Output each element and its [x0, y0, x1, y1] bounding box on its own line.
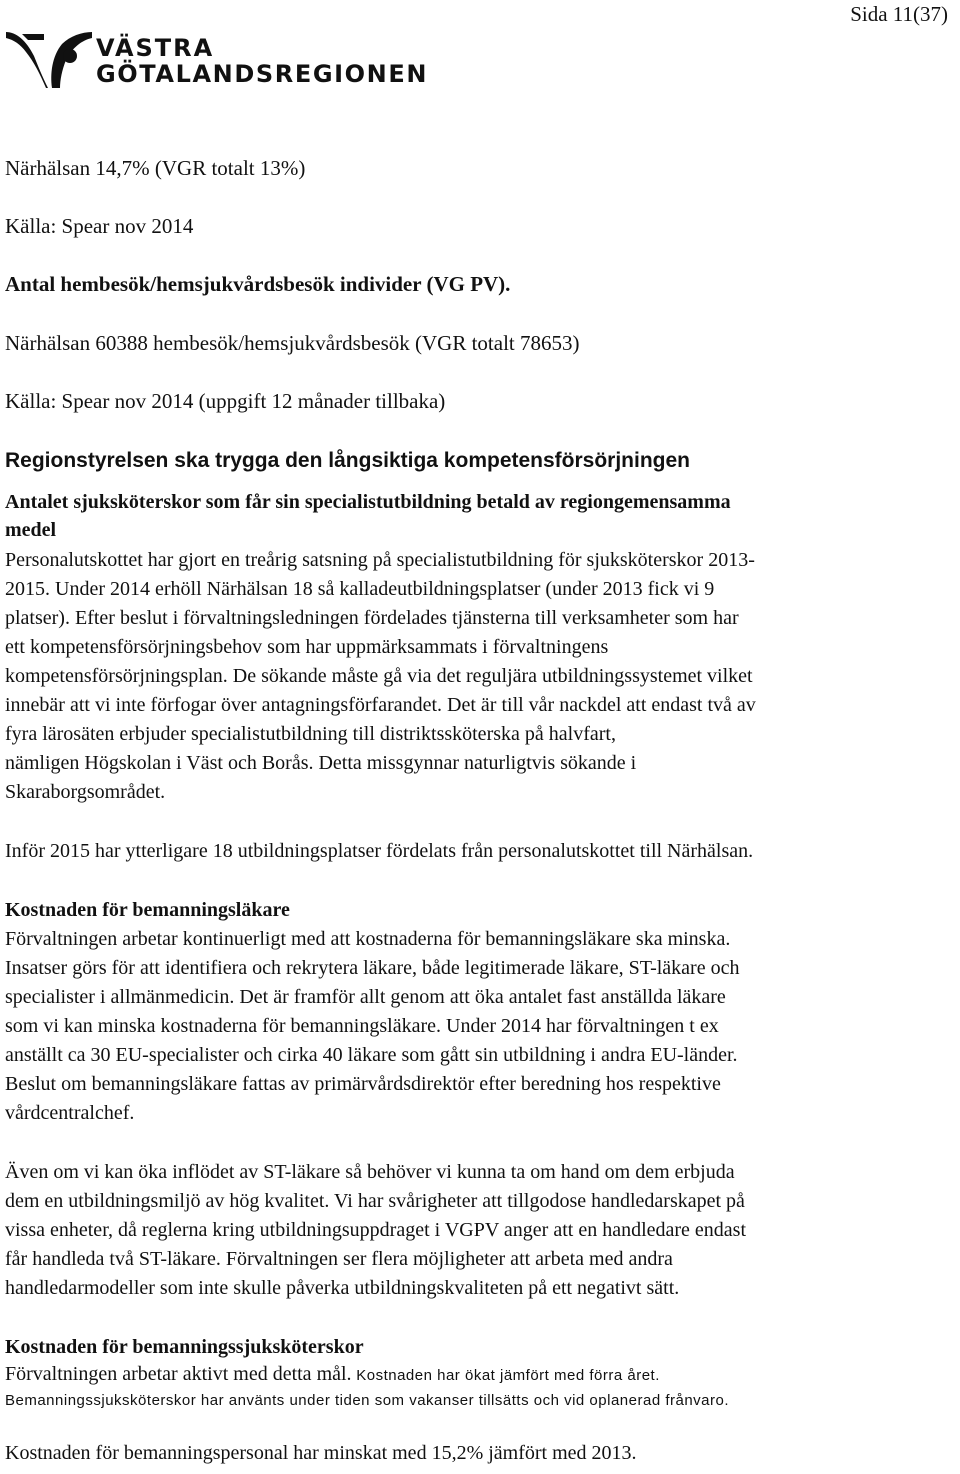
mixed-text-part2: Kostnaden har ökat jämfört med förra året. [351, 1367, 660, 1384]
vgr-logo-emblem-icon [4, 26, 94, 92]
text-line: Inför 2015 har ytterligare 18 utbildningsplatser fördelats från personalutskottet till Närhälsan. [5, 840, 754, 862]
text-line: specialister i allmänmedicin. Det är framför allt genom att öka antalet fast anställda läkare [5, 986, 726, 1008]
text-line: dem en utbildningsmiljö av hög kvalitet. Vi har svårigheter att tillgodose handledarskapet på [5, 1190, 745, 1212]
section-heading: Regionstyrelsen ska trygga den långsiktiga kompetensförsörjningen [5, 449, 691, 472]
text-line: vårdcentralchef. [5, 1102, 135, 1124]
text-line: Källa: Spear nov 2014 [5, 214, 194, 238]
text-line: nämligen Högskolan i Väst och Borås. Detta missgynnar naturligtvis sökande i [5, 752, 637, 774]
text-line: Källa: Spear nov 2014 (uppgift 12 månader tillbaka) [5, 389, 446, 413]
text-line: vissa enheter, då reglerna kring utbildningsuppdraget i VGPV anger att en handledare endast [5, 1219, 747, 1241]
page-number: Sida 11(37) [850, 2, 948, 26]
subheading: Kostnaden för bemanningssjuksköterskor [5, 1336, 364, 1358]
text-line: anställt ca 30 EU-specialister och cirka 40 läkare som gått sin utbildning i andra EU-länder. [5, 1044, 738, 1066]
text-line: kompetensförsörjningsplan. De sökande måste gå via det reguljära utbildningssystemet vilket [5, 665, 753, 687]
text-line: Antal hembesök/hemsjukvårdsbesök individer (VG PV). [5, 272, 511, 296]
text-line: Närhälsan 60388 hembesök/hemsjukvårdsbesök (VGR totalt 78653) [5, 331, 580, 355]
text-line: ett kompetensförsörjningsbehov som har uppmärksammats i förvaltningens [5, 636, 609, 658]
mixed-text-part1: Förvaltningen arbetar aktivt med detta mål. [5, 1363, 352, 1385]
text-line: Personalutskottet har gjort en treårig satsning på specialistutbildning för sjuksköterskor 2013- [5, 549, 755, 571]
logo-text-line1: VÄSTRA [96, 34, 215, 62]
small-text-line: Bemanningssjuksköterskor har använts under tiden som vakanser tillsätts och vid oplanerad frånvaro. [5, 1392, 730, 1409]
text-line: Förvaltningen arbetar kontinuerligt med att kostnaderna för bemanningsläkare ska minska. [5, 928, 731, 950]
subheading: Antalet sjuksköterskor som får sin specialistutbildning betald av regiongemensamma [5, 491, 731, 513]
text-line: innebär att vi inte förfogar över antagningsförfarandet. Det är till vår nackdel att endast två av [5, 694, 756, 716]
text-line: platser). Efter beslut i förvaltningsledningen fördelades tjänsterna till verksamheter som har [5, 607, 739, 629]
text-line: handledarmodeller som inte skulle påverka utbildningskvaliteten på ett negativt sätt. [5, 1277, 680, 1299]
text-line: 2015. Under 2014 erhöll Närhälsan 18 så kalladeutbildningsplatser (under 2013 fick vi 9 [5, 578, 715, 600]
subheading: Kostnaden för bemanningsläkare [5, 899, 290, 921]
text-line: Skaraborgsområdet. [5, 781, 166, 803]
text-line: Beslut om bemanningsläkare fattas av primärvårdsdirektör efter beredning hos respektive [5, 1073, 721, 1095]
text-line: som vi kan minska kostnaderna för bemanningsläkare. Under 2014 har förvaltningen t ex [5, 1015, 719, 1037]
subheading: medel [5, 519, 57, 541]
text-line: får handleda två ST-läkare. Förvaltningen ser flera möjligheter att arbeta med andra [5, 1248, 673, 1270]
text-line: Närhälsan 14,7% (VGR totalt 13%) [5, 156, 306, 180]
text-line: Även om vi kan öka inflödet av ST-läkare så behöver vi kunna ta om hand om dem erbjuda [5, 1161, 735, 1183]
text-line: fyra lärosäten erbjuder specialistutbildning till distriktssköterska på halvfart, [5, 723, 616, 745]
vgr-logo [4, 26, 429, 96]
mixed-text-line [5, 1363, 660, 1386]
text-line: Insatser görs för att identifiera och rekrytera läkare, både legitimerade läkare, ST-läkare och [5, 957, 740, 979]
logo-text-line2: GÖTALANDSREGIONEN [96, 60, 429, 88]
text-line-final: Kostnaden för bemanningspersonal har minskat med 15,2% jämfört med 2013. [5, 1442, 637, 1464]
